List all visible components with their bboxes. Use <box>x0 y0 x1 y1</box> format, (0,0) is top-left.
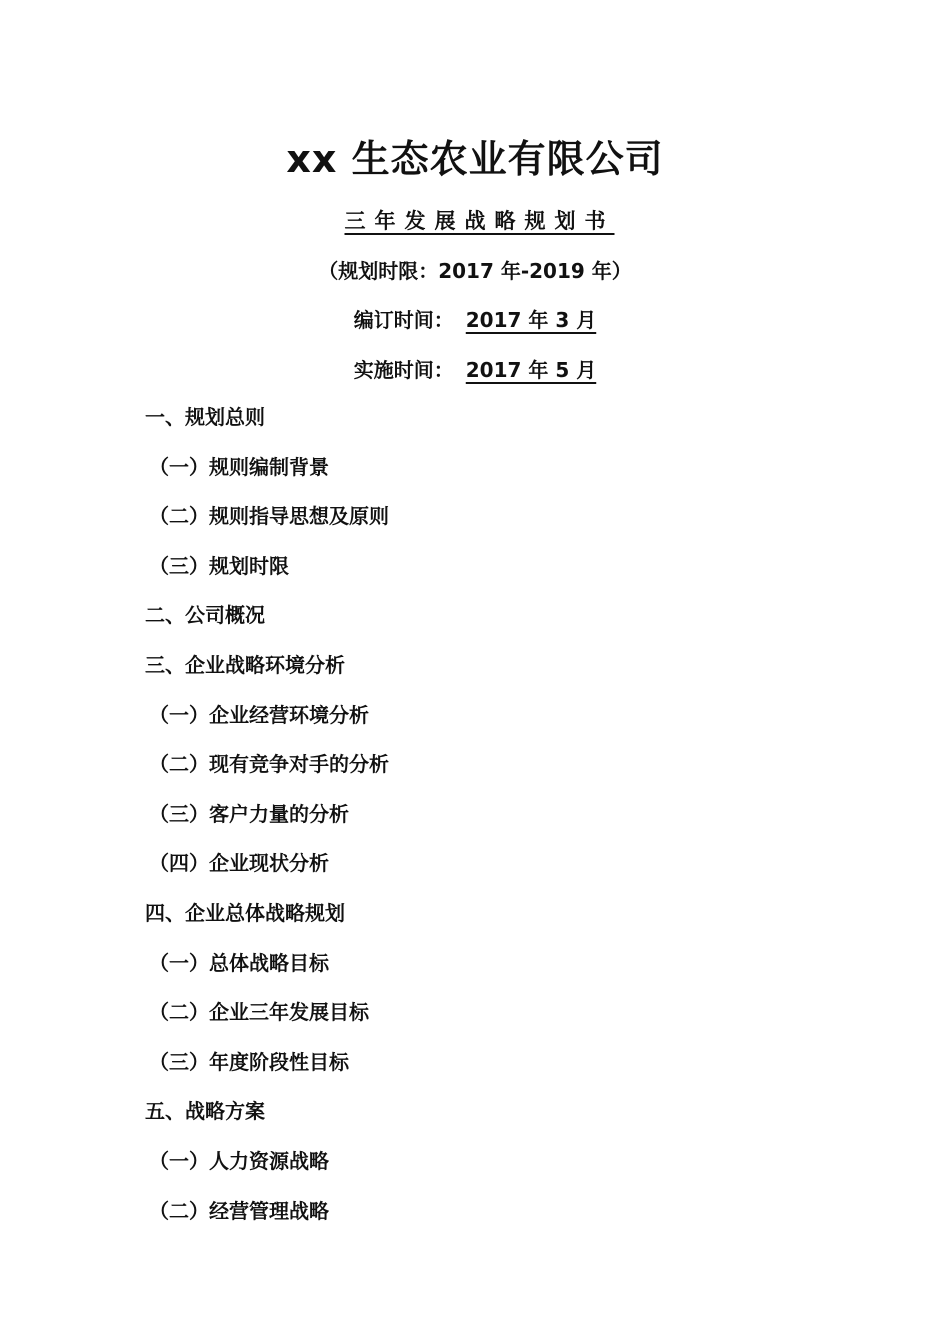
document-subtitle-wrap <box>0 205 950 235</box>
toc-subsection-item: （三）客户力量的分析 <box>149 801 349 826</box>
toc-subsection-item: （一）总体战略目标 <box>149 950 329 975</box>
compiled-date-label: 编订时间： <box>353 308 454 332</box>
toc-subsection-item: （二）企业三年发展目标 <box>149 1000 369 1025</box>
toc-section-item: 三、企业战略环境分析 <box>145 652 345 677</box>
toc-subsection-item: （二）规则指导思想及原则 <box>149 504 389 529</box>
implemented-date-label: 实施时间： <box>353 358 454 382</box>
toc-subsection-item: （一）企业经营环境分析 <box>149 702 369 727</box>
toc-section-item: 四、企业总体战略规划 <box>145 900 345 925</box>
toc-subsection-item: （三）年度阶段性目标 <box>149 1049 349 1074</box>
document-subtitle: 三年发展战略规划书 <box>344 209 615 233</box>
implemented-date-line <box>0 354 950 383</box>
document-title: xx 生态农业有限公司 <box>286 137 664 181</box>
toc-section-item: 一、规划总则 <box>145 405 265 429</box>
implemented-date-value: 2017 年 5 月 <box>465 358 597 382</box>
planning-period: （规划时限：2017 年-2019 年） <box>318 259 632 283</box>
compiled-date-line <box>0 304 950 333</box>
toc-section-item: 二、公司概况 <box>145 603 265 628</box>
toc-subsection-item: （二）经营管理战略 <box>149 1198 329 1223</box>
toc-subsection-item: （四）企业现状分析 <box>149 851 329 876</box>
compiled-date-value: 2017 年 3 月 <box>465 308 597 332</box>
toc-subsection-item: （三）规划时限 <box>149 553 289 578</box>
toc-section-item: 五、战略方案 <box>145 1099 265 1124</box>
table-of-contents <box>145 400 389 1243</box>
toc-subsection-item: （一）人力资源战略 <box>149 1148 329 1173</box>
toc-subsection-item: （一）规则编制背景 <box>149 454 329 479</box>
toc-subsection-item: （二）现有竞争对手的分析 <box>149 752 389 777</box>
